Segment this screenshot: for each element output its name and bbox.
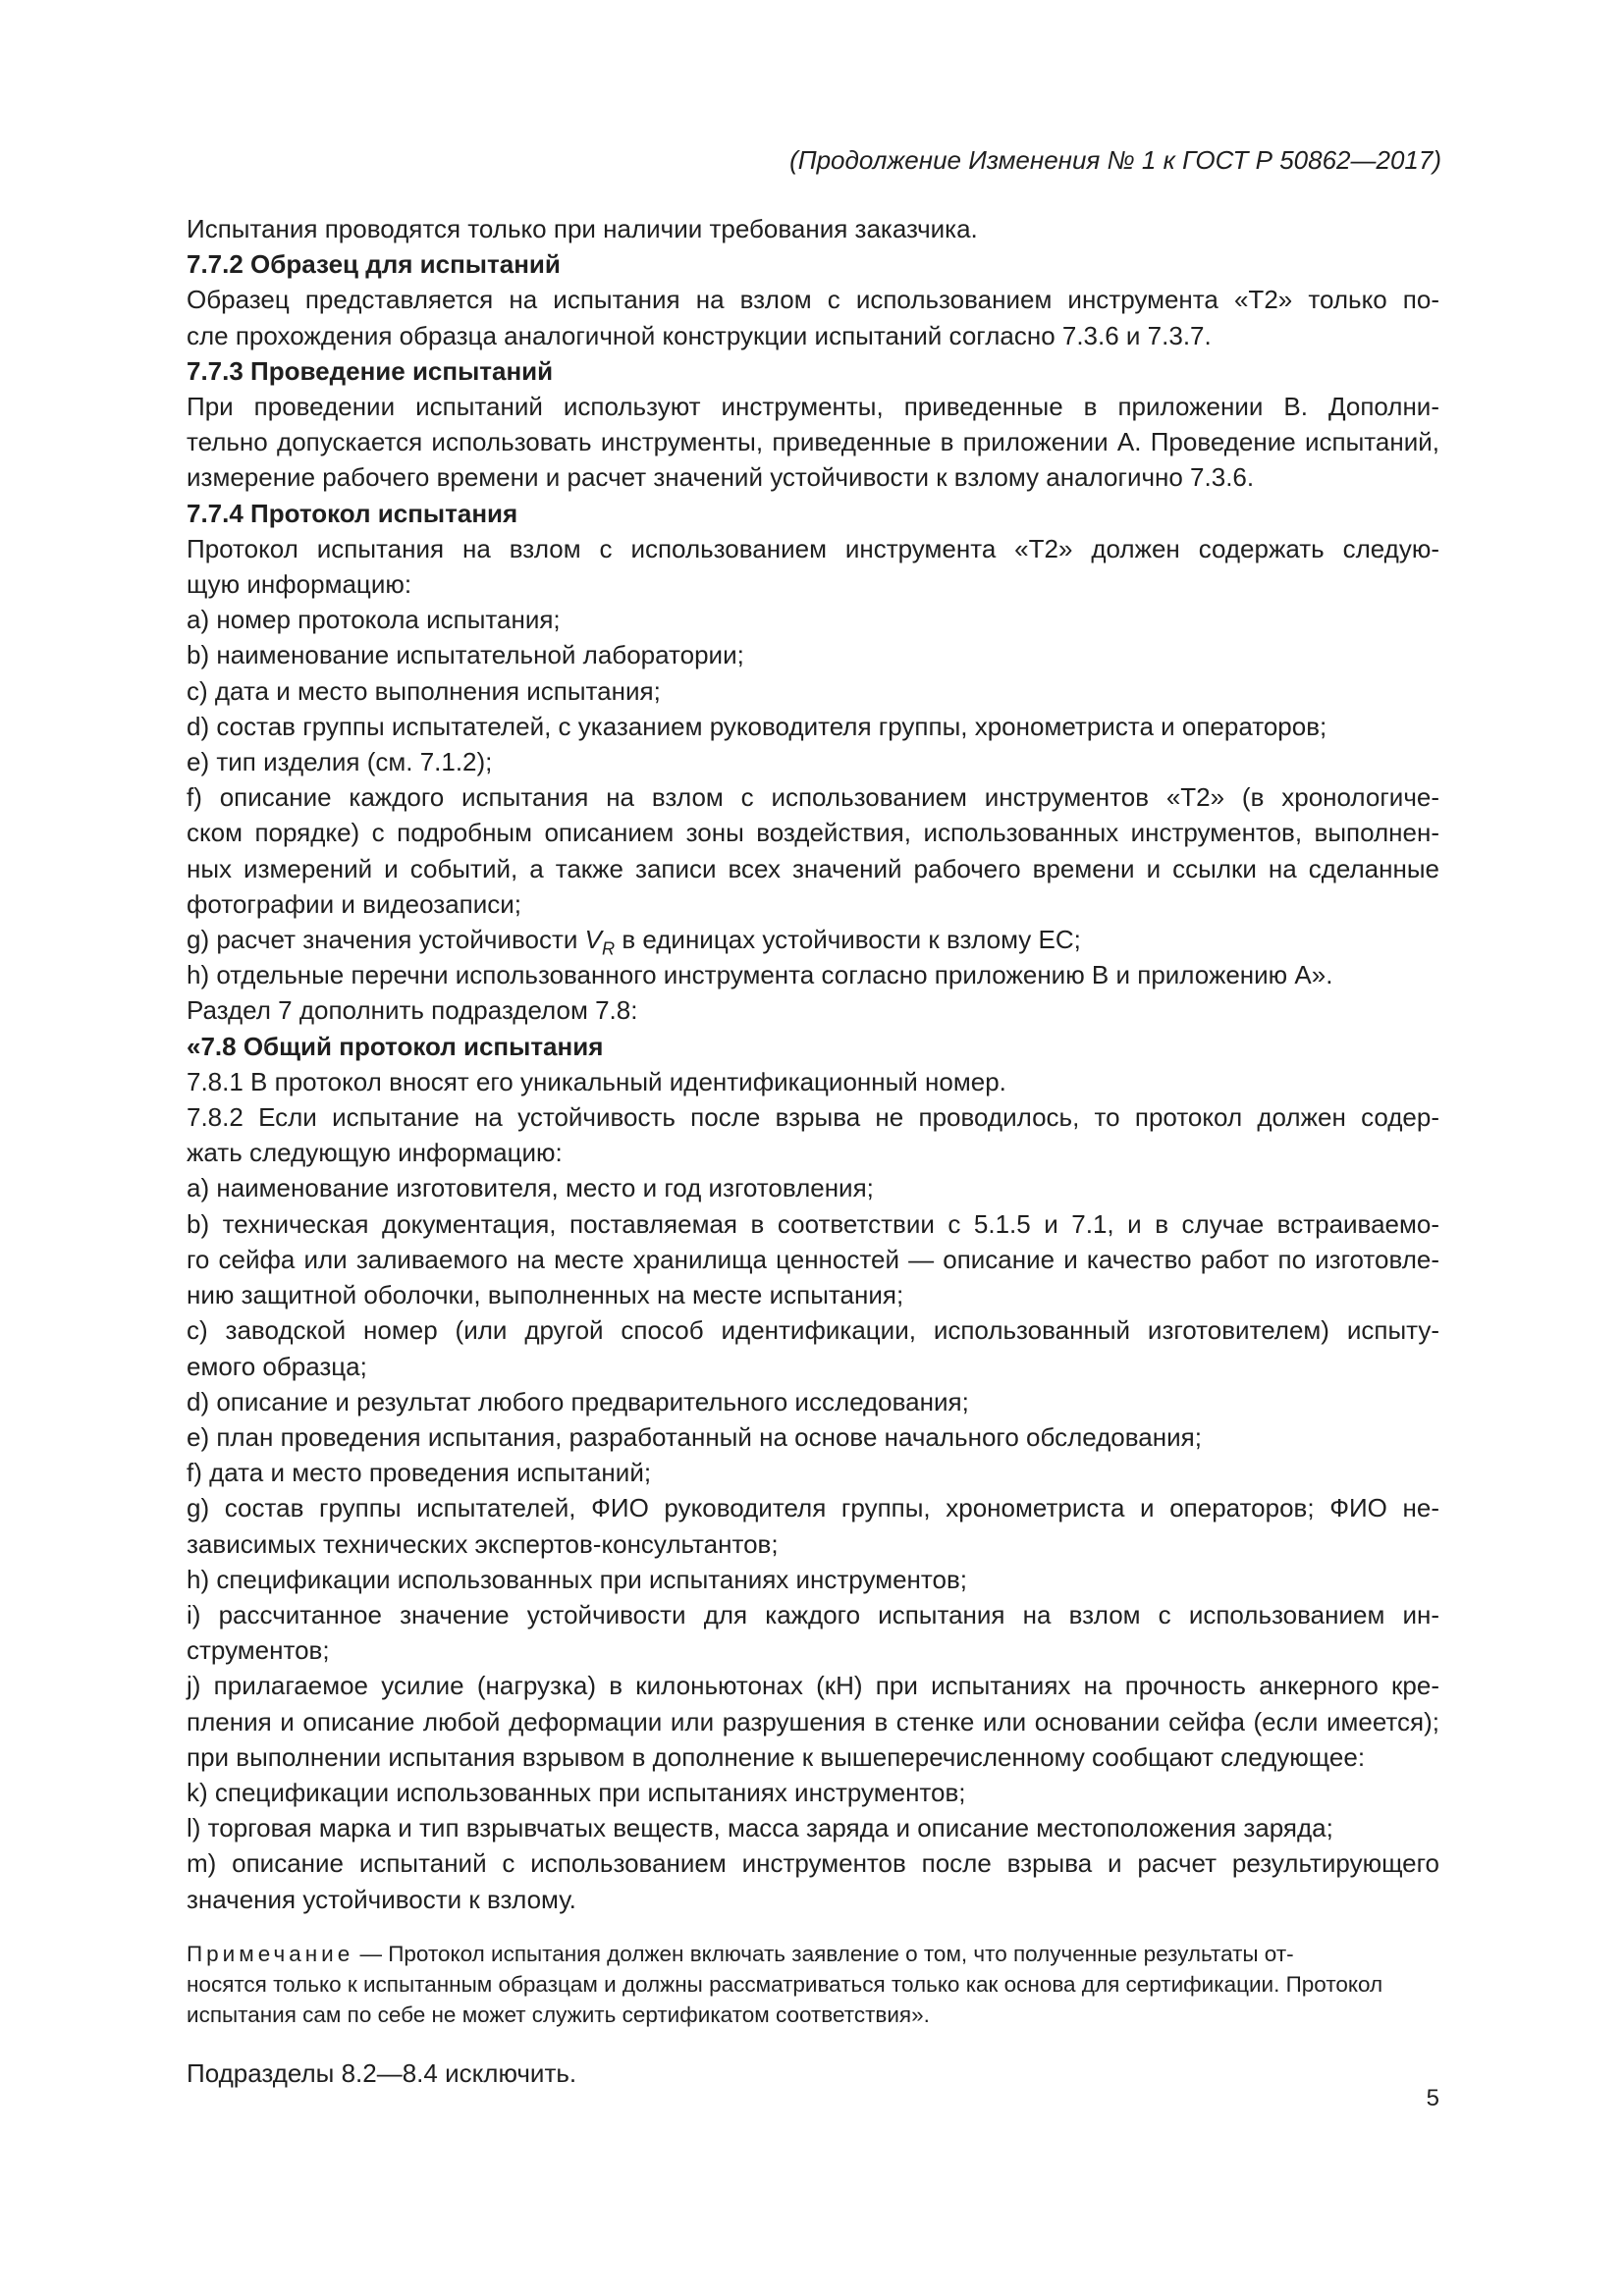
- section-heading: 7.7.3 Проведение испытаний: [187, 355, 554, 386]
- note-text-1: — Протокол испытания должен включать заявление о том, что полученные результаты от-: [353, 1941, 1294, 1966]
- paragraphs-part-1: [187, 211, 1439, 922]
- paragraphs-part-2: [187, 957, 1439, 1916]
- text-line: h) отдельные перечни использованного инструмента согласно приложению В и приложению А».: [187, 960, 1333, 990]
- note-label: Примечание: [187, 1941, 354, 1966]
- section-heading: 7.7.2 Образец для испытаний: [187, 249, 561, 280]
- text-line: b) наименование испытательной лаборатории;: [187, 640, 744, 670]
- note-line-2: носятся только к испытанным образцам и должны рассматриваться только как основа для сертификации. Протокол: [187, 1971, 1383, 1997]
- text-line: жать следующую информацию:: [187, 1138, 563, 1168]
- note: [187, 1939, 1439, 2030]
- text-line: нию защитной оболочки, выполненных на месте испытания;: [187, 1280, 904, 1310]
- text-line: При проведении испытаний используют инструменты, приведенные в приложении В. Дополни-: [187, 392, 1439, 422]
- text-line: c) дата и место выполнения испытания;: [187, 675, 661, 706]
- text-line: щую информацию:: [187, 569, 412, 600]
- text-line: 7.8.2 Если испытание на устойчивость после взрыва не проводилось, то протокол должен содер-: [187, 1102, 1439, 1133]
- vr-item-before: g) расчет значения устойчивости: [187, 925, 585, 955]
- text-line: значения устойчивости к взлому.: [187, 1884, 576, 1914]
- text-line: g) состав группы испытателей, ФИО руководителя группы, хронометриста и операторов; ФИО не-: [187, 1493, 1439, 1523]
- vr-symbol: V: [584, 925, 602, 955]
- text-line: h) спецификации использованных при испытаниях инструментов;: [187, 1564, 967, 1594]
- text-line: Испытания проводятся только при наличии требования заказчика.: [187, 214, 978, 243]
- text-line: при выполнении испытания взрывом в дополнение к вышеперечисленному сообщают следующее:: [187, 1741, 1366, 1772]
- note-line-1: [187, 1939, 1439, 1969]
- text-line: сле прохождения образца аналогичной конструкции испытаний согласно 7.3.6 и 7.3.7.: [187, 320, 1212, 350]
- text-line: m) описание испытаний с использованием инструментов после взрыва и расчет результирующего: [187, 1848, 1439, 1879]
- text-line: Образец представляется на испытания на взлом с использованием инструмента «Т2» только по-: [187, 285, 1439, 315]
- text-line: d) описание и результат любого предварительного исследования;: [187, 1386, 969, 1416]
- closing-line: Подразделы 8.2—8.4 исключить.: [187, 2057, 577, 2088]
- text-line: c) заводской номер (или другой способ идентификации, использованный изготовителем) испыту-: [187, 1315, 1439, 1346]
- text-line: e) план проведения испытания, разработанный на основе начального обследования;: [187, 1421, 1202, 1452]
- section-heading: 7.7.4 Протокол испытания: [187, 498, 518, 528]
- text-line: емого образца;: [187, 1351, 367, 1381]
- text-line: Раздел 7 дополнить подразделом 7.8:: [187, 995, 638, 1026]
- text-line: фотографии и видеозаписи;: [187, 888, 522, 919]
- text-line: a) наименование изготовителя, место и год изготовления;: [187, 1173, 874, 1203]
- running-header: (Продолжение Изменения № 1 к ГОСТ Р 50862—2017): [789, 145, 1441, 175]
- vr-item-after: в единицах устойчивости к взлому ЕС;: [615, 925, 1081, 955]
- text-line: ском порядке) с подробным описанием зоны воздействия, использованных инструментов, выполнен-: [187, 818, 1439, 848]
- text-line: струментов;: [187, 1635, 330, 1666]
- text-line: b) техническая документация, поставляемая в соответствии с 5.1.5 и 7.1, и в случае встраиваемо-: [187, 1208, 1439, 1239]
- text-line: ных измерений и событий, а также записи всех значений рабочего времени и ссылки на сделанные: [187, 853, 1439, 883]
- page-number: 5: [1426, 2085, 1439, 2111]
- text-line: Протокол испытания на взлом с использованием инструмента «Т2» должен содержать следую-: [187, 533, 1439, 563]
- text-line: a) номер протокола испытания;: [187, 605, 561, 635]
- text-line: i) рассчитанное значение устойчивости для каждого испытания на взлом с использованием ин-: [187, 1599, 1439, 1629]
- text-line: d) состав группы испытателей, с указанием руководителя группы, хронометриста и операторов;: [187, 711, 1327, 741]
- body-text: [187, 211, 1439, 2091]
- text-line: го сейфа или заливаемого на месте хранилища ценностей — описание и качество работ по изготовле-: [187, 1244, 1439, 1274]
- text-line: f) описание каждого испытания на взлом с использованием инструментов «Т2» (в хронологиче-: [187, 782, 1439, 813]
- text-line: измерение рабочего времени и расчет значений устойчивости к взлому аналогично 7.3.6.: [187, 462, 1255, 493]
- note-line-3: испытания сам по себе не может служить сертификатом соответствия».: [187, 2002, 930, 2027]
- text-line: j) прилагаемое усилие (нагрузка) в килоньютонах (кН) при испытаниях на прочность анкерного кре-: [187, 1671, 1439, 1701]
- text-line: k) спецификации использованных при испытаниях инструментов;: [187, 1777, 966, 1807]
- vr-item-line: [187, 922, 1439, 957]
- text-line: тельно допускается использовать инструменты, приведенные в приложении А. Проведение испытаний,: [187, 427, 1439, 457]
- text-line: l) торговая марка и тип взрывчатых веществ, масса заряда и описание местоположения заряда;: [187, 1813, 1333, 1843]
- text-line: f) дата и место проведения испытаний;: [187, 1458, 652, 1488]
- vr-subscript: R: [601, 938, 616, 959]
- text-line: e) тип изделия (см. 7.1.2);: [187, 747, 493, 777]
- text-line: 7.8.1 В протокол вносят его уникальный идентификационный номер.: [187, 1066, 1006, 1096]
- text-line: зависимых технических экспертов-консультантов;: [187, 1528, 779, 1559]
- text-line: пления и описание любой деформации или разрушения в стенке или основании сейфа (если имеется);: [187, 1706, 1439, 1736]
- section-heading: «7.8 Общий протокол испытания: [187, 1031, 604, 1061]
